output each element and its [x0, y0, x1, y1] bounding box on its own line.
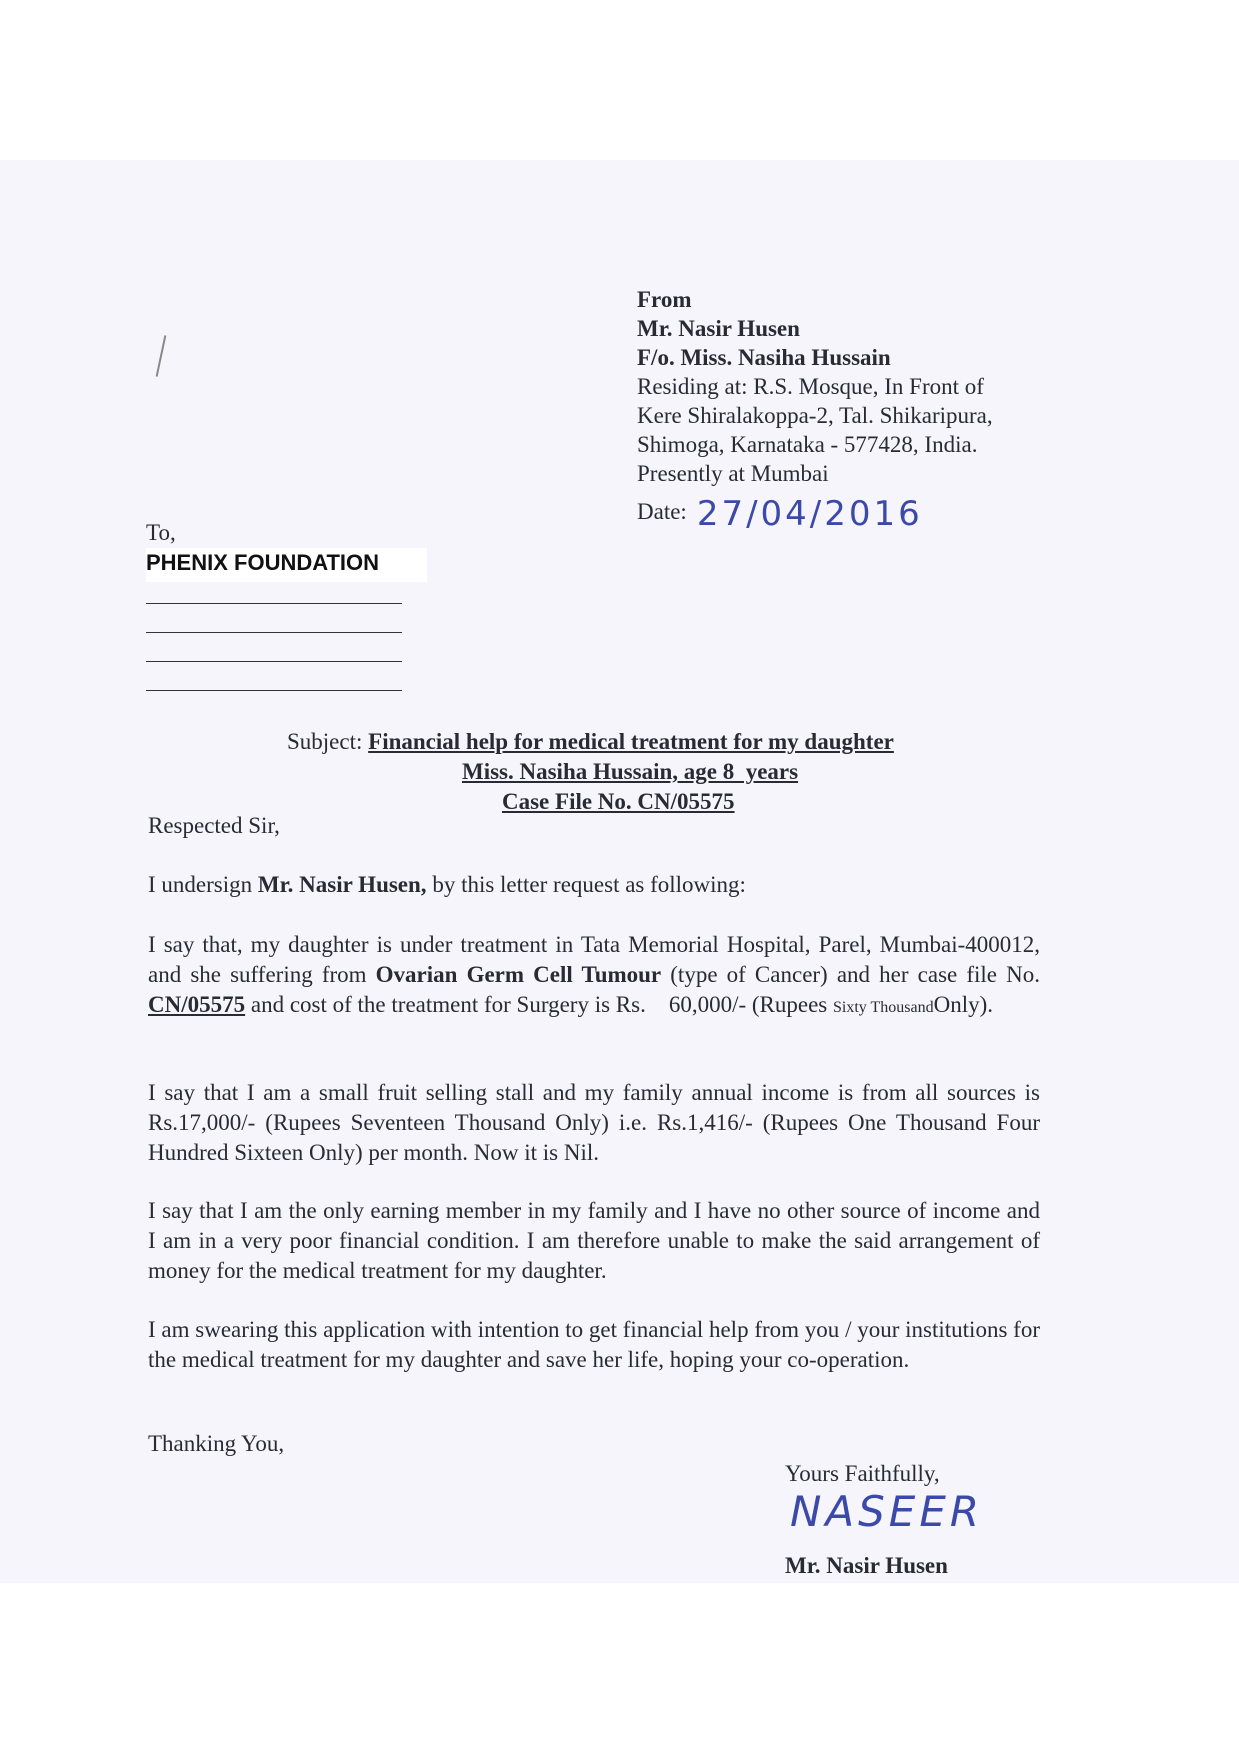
presently-at: Presently at Mumbai — [637, 461, 829, 486]
salutation: Respected Sir, — [148, 813, 280, 838]
intro-name: Mr. Nasir Husen, — [257, 872, 427, 897]
sender-block — [637, 285, 993, 488]
address-line-3: Shimoga, Karnataka - 577428, India. — [637, 432, 978, 457]
paragraph-3: I say that I am the only earning member in my family and I have no other source of income and I am in a very poor financial condition. I am therefore unable to make the said arrangement of money for the medical treatment for my daughter. — [148, 1198, 1040, 1283]
date-handwritten: 27/04/2016 — [696, 494, 923, 534]
para1-case-no: CN/05575 — [148, 992, 246, 1017]
subject-line-3 — [502, 787, 735, 817]
address-blank-line — [146, 690, 402, 691]
paragraph-1 — [148, 930, 1040, 1023]
para1-text-3: and cost of the treatment for Surgery is Rs. 60,000/- (Rupees — [245, 992, 834, 1017]
para1-amount-words: Sixty Thousand — [833, 999, 934, 1016]
para1-disease: Ovarian Germ Cell Tumour — [375, 962, 662, 987]
paragraph-2: I say that I am a small fruit selling stall and my family annual income is from all sources is Rs.17,000/- (Rupees Seventeen Thousand Only) i.e. Rs.1,416/- (Rupees One Thousand Four Hundred Sixteen Only) per month. Now it is Nil. — [148, 1080, 1040, 1165]
subject-line-1 — [287, 727, 894, 757]
address-line-2: Kere Shiralakoppa-2, Tal. Shikaripura, — [637, 403, 993, 428]
date-line — [637, 488, 923, 534]
sender-name: Mr. Nasir Husen — [637, 316, 800, 341]
address-blank-line — [146, 661, 402, 662]
subject-text-1: Financial help for medical treatment for my daughter — [368, 729, 894, 754]
subject-text-3: Case File No. CN/05575 — [502, 789, 735, 814]
paragraph-4: I am swearing this application with intention to get financial help from you / your institutions for the medical treatment for my daughter and save her life, hoping your co-operation. — [148, 1317, 1040, 1372]
subject-line-2 — [462, 757, 798, 787]
intro-post: by this letter request as following: — [426, 872, 746, 897]
sender-relation: F/o. Miss. Nasiha Hussain — [637, 345, 891, 370]
para1-text-4: Only). — [933, 992, 994, 1017]
from-label: From — [637, 287, 692, 312]
subject-label: Subject: — [287, 729, 363, 754]
date-label: Date: — [637, 499, 687, 524]
handwritten-signature: NASEER — [790, 1487, 984, 1536]
intro-line — [148, 872, 746, 898]
to-label: To, — [146, 520, 176, 545]
valediction: Yours Faithfully, — [785, 1461, 940, 1486]
address-blank-line — [146, 603, 402, 604]
intro-pre: I undersign — [148, 872, 258, 897]
para1-text-2: (type of Cancer) and her case file No. — [661, 962, 1040, 987]
address-blank-line — [146, 632, 402, 633]
thanking-line: Thanking You, — [148, 1431, 285, 1456]
subject-text-2: Miss. Nasiha Hussain, age 8 years — [462, 759, 799, 784]
signer-name: Mr. Nasir Husen — [785, 1553, 948, 1578]
address-line-1: Residing at: R.S. Mosque, In Front of — [637, 374, 984, 399]
para1-text-1: I say that, my daughter is under treatment in Tata Memorial Hospital, Parel, Mumbai-400012, and she suffering from — [148, 932, 1040, 987]
recipient-name: PHENIX FOUNDATION — [146, 548, 427, 582]
